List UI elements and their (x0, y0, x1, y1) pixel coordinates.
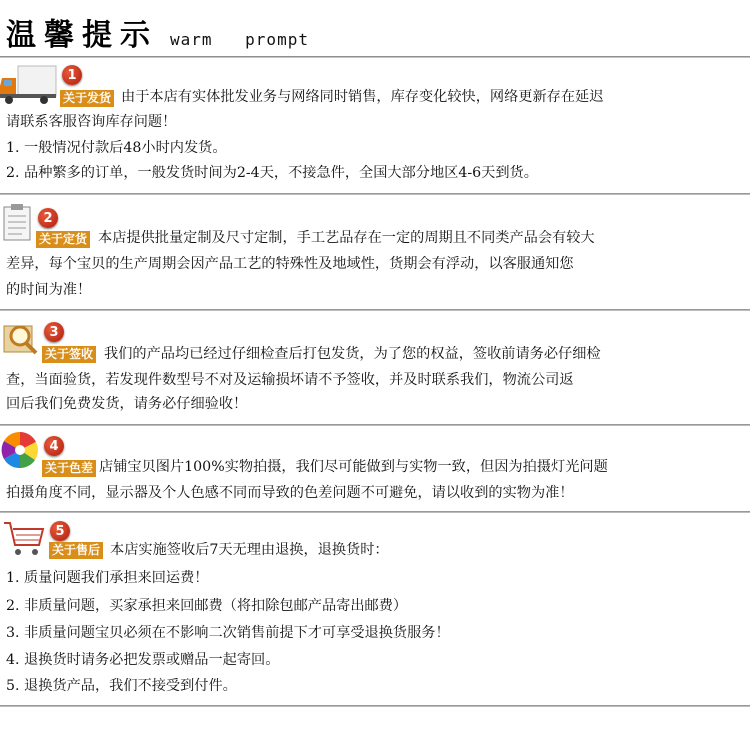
title-cn: 温馨提示 (6, 18, 158, 53)
section-divider (0, 193, 750, 195)
section-text-first: 店铺宝贝图片100%实物拍摄，我们尽可能做到与实物一致，但因为拍摄灯光问题 (99, 459, 608, 475)
section-text-line: 1. 一般情况付款后48小时内发货。 (6, 140, 227, 156)
magnifier-icon (2, 320, 42, 358)
section-text-line: 回后我们免费发货，请务必仔细验收！ (6, 396, 248, 412)
section-label: 关于色差 (42, 460, 96, 477)
section-text-line: 3. 非质量问题宝贝必须在不影响二次销售前提下才可享受退换货服务！ (6, 625, 450, 641)
color-wheel-icon (0, 430, 40, 470)
section-shipping (0, 60, 750, 200)
section-number-badge: 5 (50, 521, 70, 541)
section-text-first: 本店提供批量定制及尺寸定制，手工艺品存在一定的周期且不同类产品会有较大 (98, 230, 595, 246)
section-text-line: 差异，每个宝贝的生产周期会因产品工艺的特殊性及地域性，货期会有浮动，以客服通知您 (6, 256, 574, 272)
clipboard-icon (2, 204, 34, 242)
section-ordering (0, 196, 750, 306)
section-text-line: 查，当面验货，若发现件数型号不对及运输损坏请不予签收，并及时联系我们，物流公司返 (6, 372, 574, 388)
section-text-line: 1. 质量问题我们承担来回运费！ (6, 570, 209, 586)
section-number-badge: 2 (38, 208, 58, 228)
section-text-line: 拍摄角度不同，显示器及个人色感不同而导致的色差问题不可避免，请以收到的实物为准！ (6, 485, 574, 501)
section-text-line: 2. 非质量问题，买家承担来回邮费（将扣除包邮产品寄出邮费） (6, 598, 408, 614)
section-text-line: 请联系客服咨询库存问题！ (6, 114, 177, 130)
header (0, 0, 750, 60)
section-divider (0, 309, 750, 311)
section-number-badge: 1 (62, 65, 82, 85)
section-text-line: 5. 退换货产品，我们不接受到付件。 (6, 678, 237, 694)
section-number-badge: 3 (44, 322, 64, 342)
shopping-cart-icon (2, 519, 46, 559)
section-text-first: 我们的产品均已经过仔细检查后打包发货，为了您的权益，签收前请务必仔细检 (104, 346, 601, 362)
section-text-first: 本店实施签收后7天无理由退换，退换货时： (110, 542, 389, 558)
section-text-first: 由于本店有实体批发业务与网络同时销售，库存变化较快，网络更新存在延迟 (121, 89, 604, 105)
section-signing (0, 312, 750, 422)
header-divider (0, 56, 750, 58)
truck-icon (0, 64, 58, 106)
section-text-line: 4. 退换货时请务必把发票或赠品一起寄回。 (6, 652, 280, 668)
section-label: 关于发货 (60, 90, 114, 107)
section-number-badge: 4 (44, 436, 64, 456)
section-color-difference (0, 426, 750, 514)
section-text-line: 2. 品种繁多的订单，一般发货时间为2-4天，不接急件，全国大部分地区4-6天到货。 (6, 165, 538, 181)
section-label: 关于签收 (42, 346, 96, 363)
section-label: 关于定货 (36, 231, 90, 248)
section-after-sales (0, 513, 750, 713)
section-label: 关于售后 (49, 542, 103, 559)
title-en: warm prompt (170, 30, 309, 49)
section-divider (0, 705, 750, 707)
section-text-line: 的时间为准！ (6, 282, 92, 298)
